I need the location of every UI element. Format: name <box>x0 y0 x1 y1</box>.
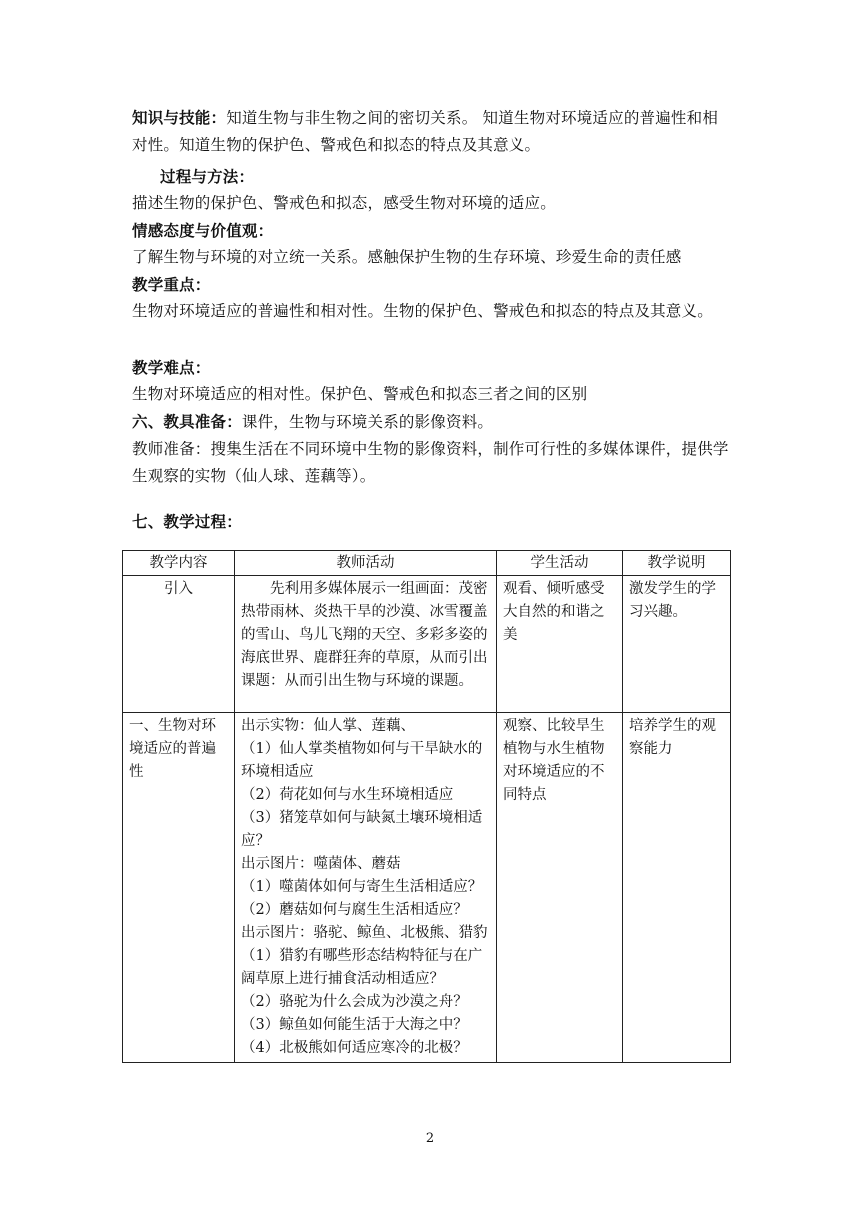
process-section-title: 七、教学过程： <box>132 512 242 531</box>
prep-paragraph <box>132 408 732 436</box>
teacher-line: （2）骆驼为什么会成为沙漠之舟？ <box>241 994 468 1010</box>
header-teacher: 教师活动 <box>235 551 497 576</box>
teacher-prep-paragraph: 教师准备：搜集生活在不同环境中生物的影像资料，制作可行性的多媒体课件，提供学生观察的实物（仙人球、莲藕等）。 <box>132 440 729 485</box>
knowledge-label: 知识与技能： <box>132 108 227 127</box>
row-teacher: 先利用多媒体展示一组画面：茂密热带雨林、炎热干旱的沙漠、冰雪覆盖的雪山、鸟儿飞翔的天空、多彩多姿的海底世界、鹿群狂奔的草原，从而引出课题：从而引出生物与环境的课题。 <box>235 576 497 713</box>
key-points-label: 教学重点： <box>132 275 211 294</box>
difficulties-text: 生物对环境适应的相对性。保护色、警戒色和拟态三者之间的区别 <box>132 385 588 403</box>
page-number: 2 <box>425 1131 435 1146</box>
teacher-line: （4）北极熊如何适应寒冷的北极？ <box>241 1040 468 1056</box>
teacher-line: （2）荷花如何与水生环境相适应 <box>241 787 454 803</box>
row-student: 观察、比较旱生植物与水生植物对环境适应的不同特点 <box>497 713 623 1063</box>
knowledge-text: 知道生物与非生物之间的密切关系。 知道生物对环境适应的普遍性和相对性。知道生物的保护色、警戒色和拟态的特点及其意义。 <box>132 109 719 154</box>
row-student: 观看、倾听感受大自然的和谐之美 <box>497 576 623 713</box>
process-heading <box>160 163 760 191</box>
row-teacher <box>235 713 497 1063</box>
table-row <box>123 576 731 713</box>
row-content: 一、生物对环境适应的普遍性 <box>123 713 235 1063</box>
difficulties-label: 教学难点： <box>132 358 211 377</box>
header-note: 教学说明 <box>623 551 731 576</box>
attitude-text: 了解生物与环境的对立统一关系。感触保护生物的生存环境、珍爱生命的责任感 <box>132 248 682 266</box>
teacher-line: （2）蘑菇如何与腐生生活相适应？ <box>241 902 468 918</box>
table-row <box>123 713 731 1063</box>
teacher-line: （1）噬菌体如何与寄生生活相适应？ <box>241 879 483 895</box>
teacher-line: 出示实物：仙人掌、莲藕、 <box>241 718 415 734</box>
header-content: 教学内容 <box>123 551 235 576</box>
lesson-table-wrapper <box>122 550 731 1063</box>
lesson-table <box>122 550 731 1063</box>
knowledge-paragraph <box>132 104 732 159</box>
attitude-label: 情感态度与价值观： <box>132 221 274 240</box>
prep-text: 课件，生物与环境关系的影像资料。 <box>241 413 494 431</box>
process-text: 描述生物的保护色、警戒色和拟态，感受生物对环境的适应。 <box>132 194 556 212</box>
teacher-line: （1）仙人掌类植物如何与干旱缺水的环境相适应 <box>241 741 483 780</box>
key-points-heading <box>132 271 732 299</box>
teacher-line: （3）猪笼草如何与缺氮土壤环境相适应？ <box>241 810 483 849</box>
prep-label: 六、教具准备： <box>132 412 242 431</box>
teacher-line: （1）猎豹有哪些形态结构特征与在广阔草原上进行捕食活动相适应？ <box>241 948 483 987</box>
difficulties-heading <box>132 354 732 382</box>
row-note: 激发学生的学习兴趣。 <box>623 576 731 713</box>
row-note: 培养学生的观察能力 <box>623 713 731 1063</box>
process-label: 过程与方法： <box>160 167 255 186</box>
teacher-line: 出示图片：骆驼、鲸鱼、北极熊、猎豹 <box>241 925 488 941</box>
teacher-line: 出示图片：噬菌体、蘑菇 <box>241 856 401 872</box>
attitude-heading <box>132 217 732 245</box>
teacher-line: （3）鲸鱼如何能生活于大海之中？ <box>241 1017 468 1033</box>
table-header-row <box>123 551 731 576</box>
key-points-text: 生物对环境适应的普遍性和相对性。生物的保护色、警戒色和拟态的特点及其意义。 <box>132 302 713 320</box>
header-student: 学生活动 <box>497 551 623 576</box>
row-content: 引入 <box>123 576 235 713</box>
